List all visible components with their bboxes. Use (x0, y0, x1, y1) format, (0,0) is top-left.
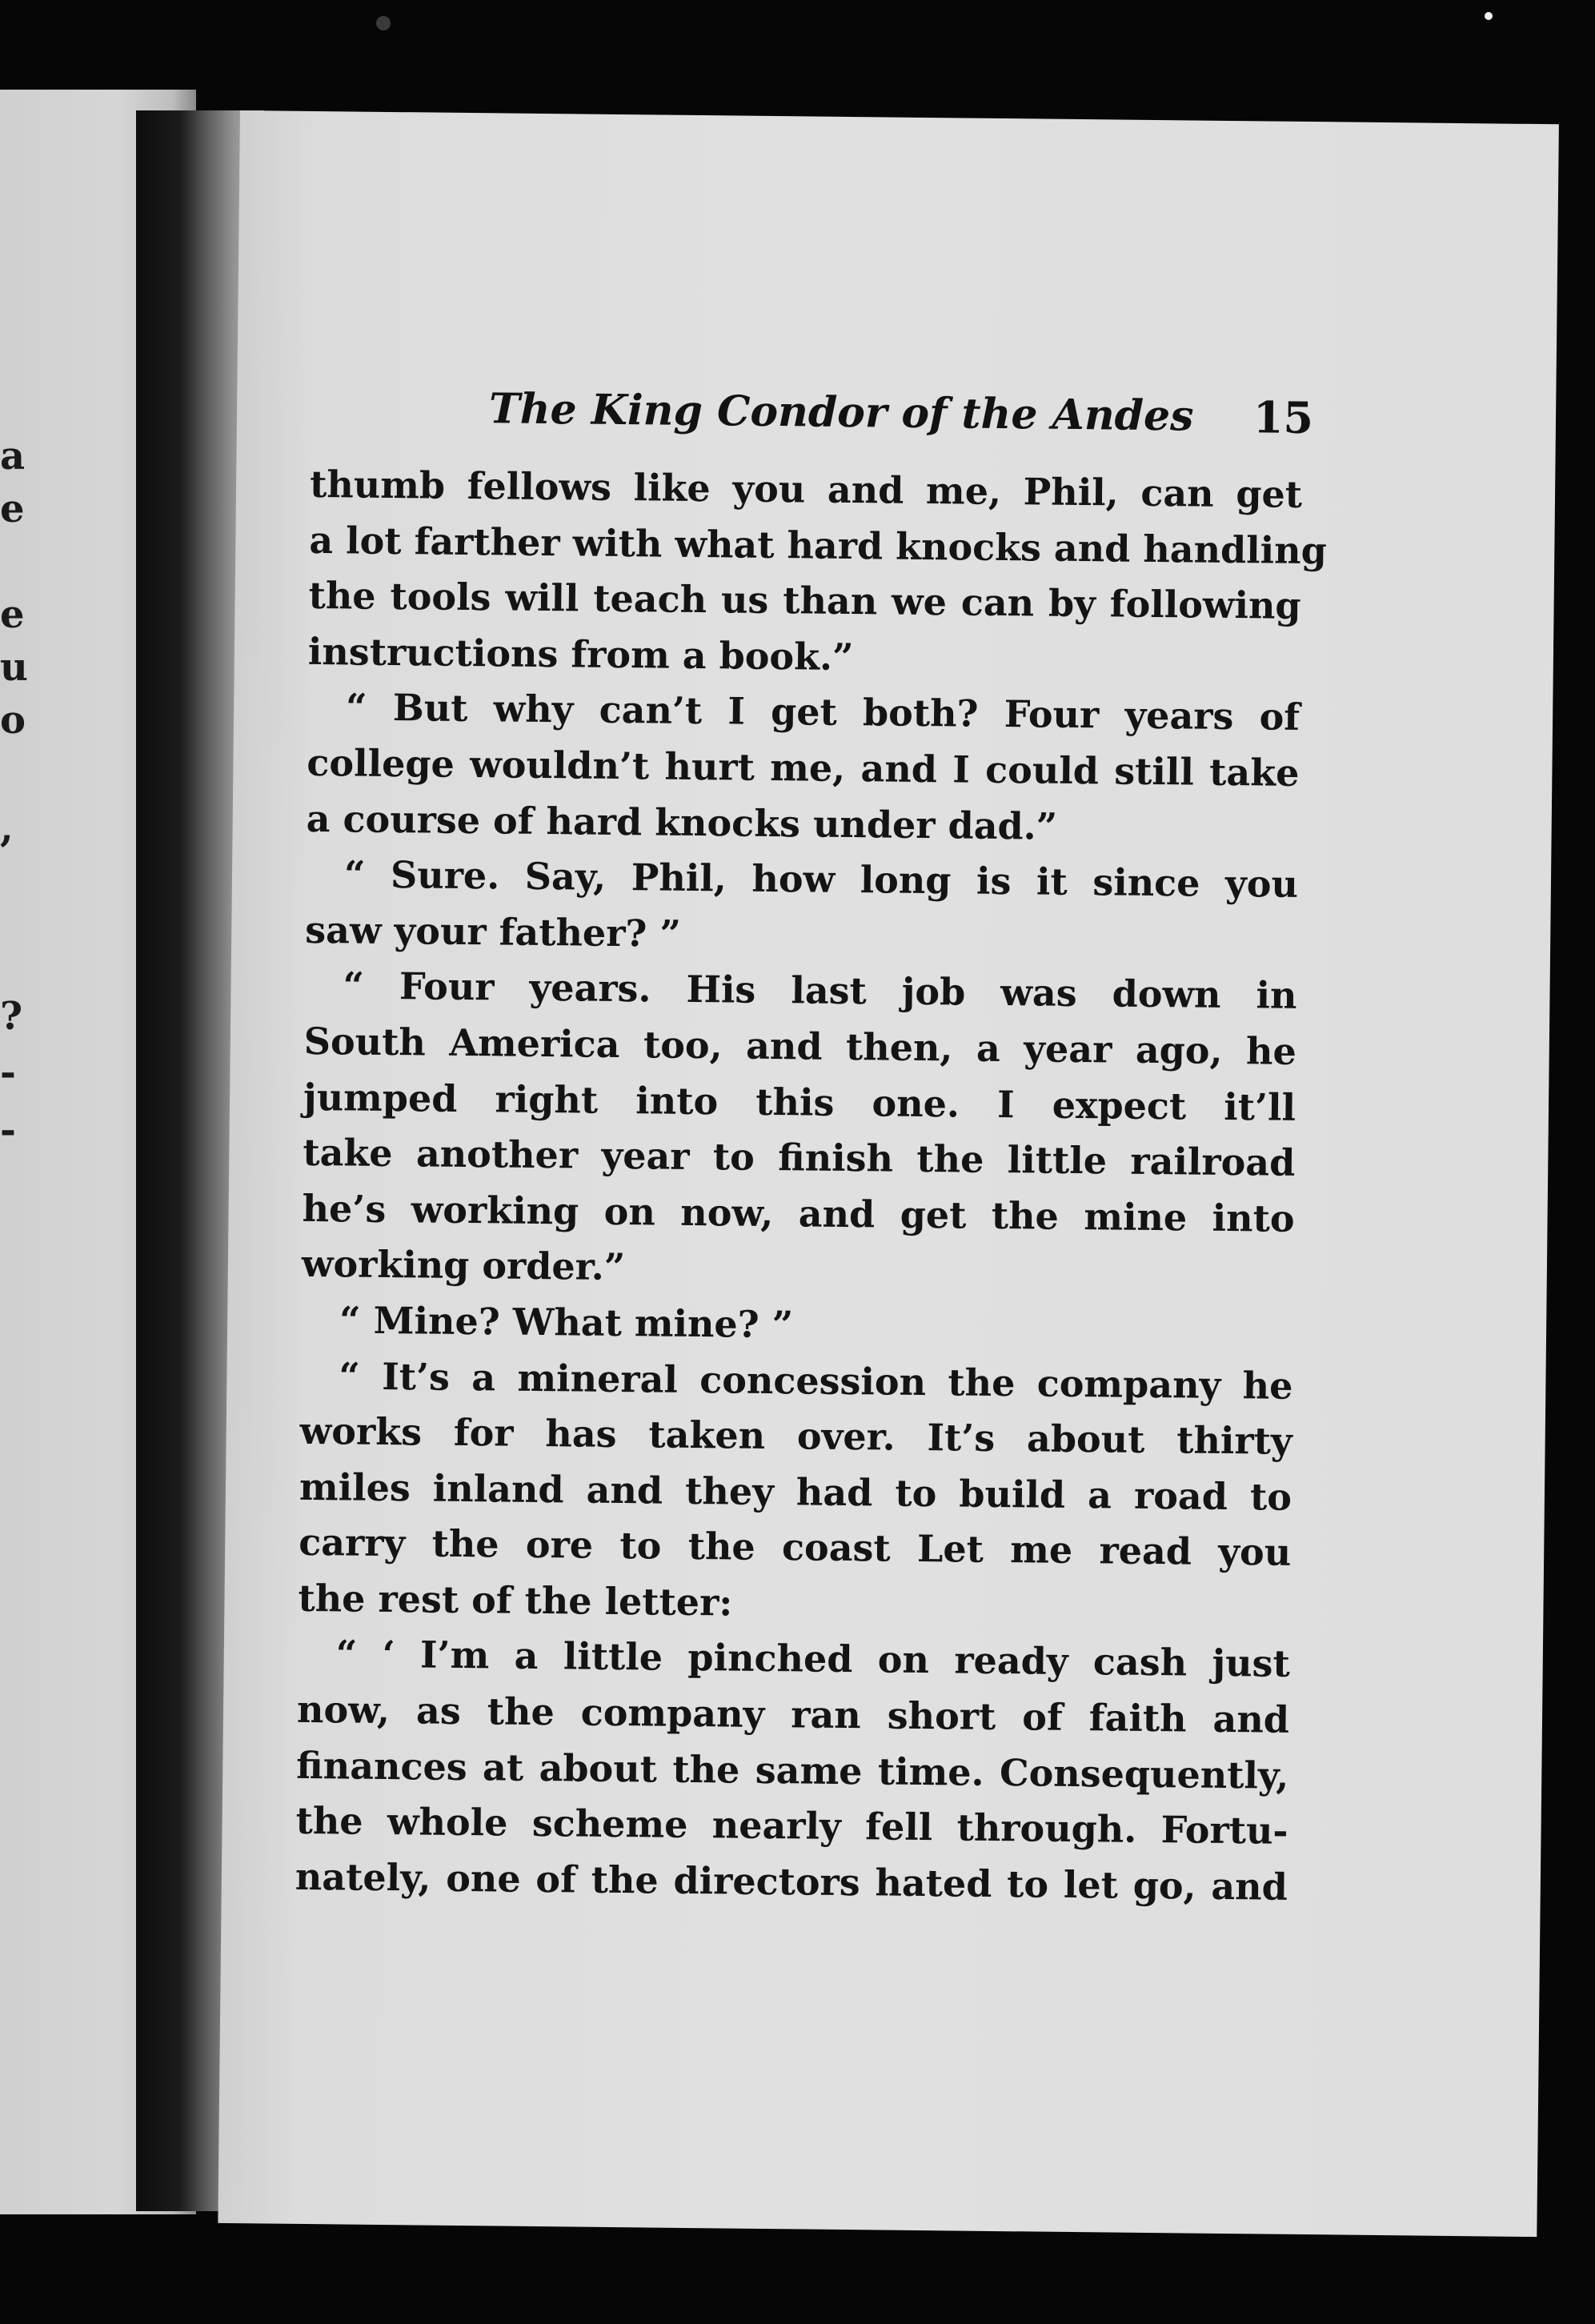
text-line: college wouldn’t hurt me, and I could still take (307, 740, 1300, 795)
facing-page-fragment: e (0, 592, 25, 637)
text-line: “ ‘ I’m a little pinched on ready cash just (335, 1632, 1291, 1686)
text-line: nately, one of the directors hated to let go, and (295, 1854, 1288, 1909)
running-head: The King Condor of the Andes (488, 384, 1194, 441)
text-line: jumped right into this one. I expect it’ll (303, 1075, 1296, 1129)
text-line: a lot farther with what hard knocks and handling (309, 518, 1328, 572)
text-line: instructions from a book.” (307, 629, 854, 679)
text-line: works for has taken over. It’s about thirty (299, 1408, 1292, 1463)
facing-page-fragment: o (0, 698, 26, 743)
text-line: “ Four years. His last job was down in (343, 964, 1297, 1018)
text-line: thumb fellows like you and me, Phil, can get (309, 462, 1303, 516)
facing-page-fragment: - (0, 1050, 16, 1095)
text-line: “ Mine? What mine? ” (339, 1298, 794, 1347)
text-line: “ But why can’t I get both? Four years of (345, 685, 1300, 739)
scan-speck (376, 16, 391, 30)
page-number: 15 (1252, 391, 1314, 444)
text-line: the tools will teach us than we can by following (308, 574, 1301, 628)
text-line: South America too, and then, a year ago, he (303, 1019, 1297, 1073)
book-page (218, 110, 1559, 2237)
text-line: “ It’s a mineral concession the company he (339, 1353, 1293, 1408)
text-line: miles inland and they had to build a road to (299, 1465, 1292, 1519)
scan-speck (1485, 12, 1493, 20)
text-line: the whole scheme nearly fell through. Fortu- (295, 1799, 1288, 1853)
text-line: working order.” (301, 1242, 626, 1289)
page-body-text (295, 457, 1328, 1915)
text-line: carry the ore to the coast Let me read you (298, 1521, 1292, 1575)
facing-page-fragment: a (0, 434, 26, 479)
facing-page-fragment: , (0, 806, 14, 851)
text-line: now, as the company ran short of faith and (296, 1687, 1290, 1741)
text-line: saw your father? ” (305, 908, 682, 956)
text-line: finances at about the same time. Consequently, (296, 1743, 1289, 1797)
text-line: a course of hard knocks under dad.” (306, 796, 1058, 848)
facing-page-fragment: u (0, 645, 28, 690)
facing-page-fragment: e (0, 487, 25, 531)
text-line: “ Sure. Say, Phil, how long is it since you (343, 852, 1299, 907)
facing-page-fragment: - (0, 1108, 16, 1152)
facing-page-fragment: ? (0, 994, 23, 1039)
text-line: take another year to finish the little railroad (303, 1131, 1296, 1185)
text-line: the rest of the letter: (298, 1576, 733, 1625)
text-line: he’s working on now, and get the mine into (302, 1186, 1295, 1240)
